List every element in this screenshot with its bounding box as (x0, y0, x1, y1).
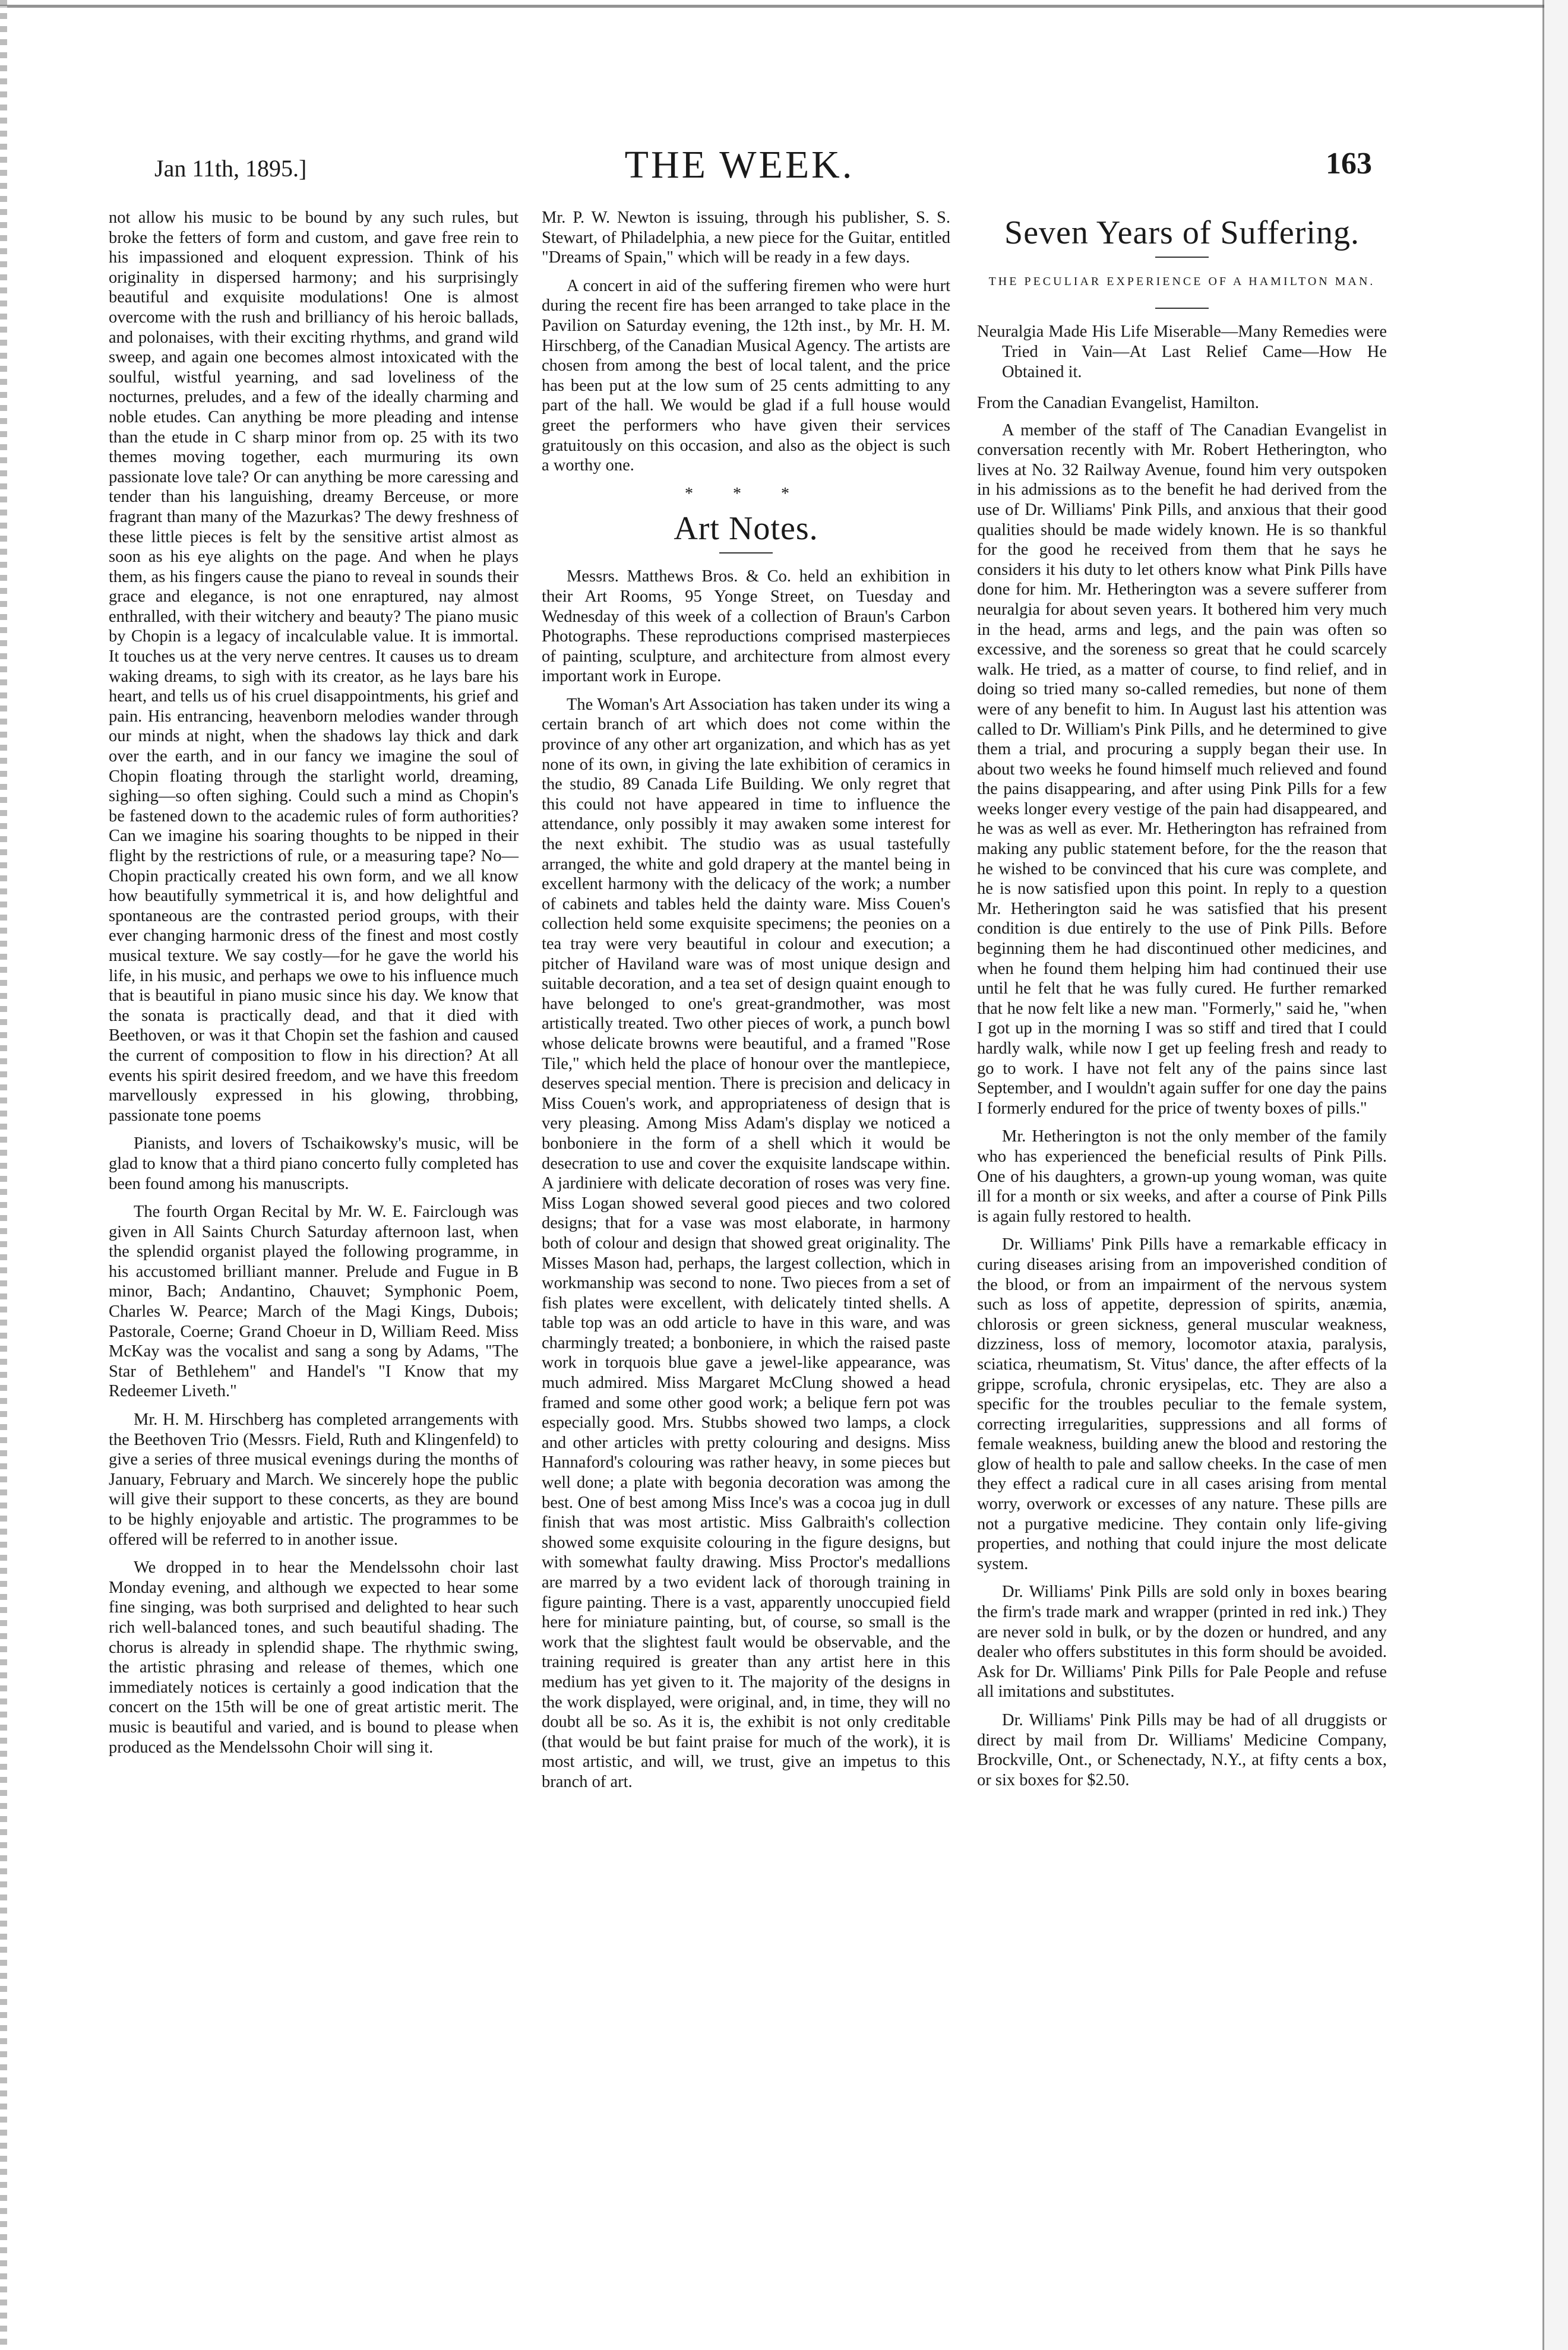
paragraph: The fourth Organ Recital by Mr. W. E. Fairclough was given in All Saints Church Saturday afternoon last, when the splendid organist played the following programme, in his accustomed brilliant manner. Prelude and Fugue in B minor, Bach; Andantino, Chauvet; Symphonic Poem, Charles W. Pearce; March of the Magi Kings, Dubois; Pastorale, Coerne; Grand Choeur in D, William Reed. Miss McKay was the vocalist and sang a song by Adams, "The Star of Bethlehem" and Handel's "I Know that my Redeemer Liveth." (109, 1203, 519, 1401)
publication-title: THE WEEK. (624, 143, 855, 186)
paragraph: A member of the staff of The Canadian Evangelist in conversation recently with Mr. Robert Hetherington, who lives at No. 32 Railway Avenue, found him very outspoken in his admissions as to the benefit he had derived from the use of Dr. Williams' Pink Pills, and anxious that their good qualities should be made widely known. He is so thankful for the good he received from them that he says he considers it his duty to let others know what Pink Pills have done for him. Mr. Hetherington was a severe sufferer from neuralgia for about seven years. It bothered him very much in the head, arms and legs, and the pain was often so excessive, and the soreness so great that he could scarcely walk. He tried, as a matter of course, to find relief, and in doing so tried many so-called remedies, but none of them were of any benefit to him. In August last his attention was called to Dr. William's Pink Pills, and he determined to give them a trial, and procuring a supply began their use. In about two weeks he found himself much relieved and found the pains disappearing, and after using Pink Pills for a few weeks longer every vestige of the pain had disappeared, and he was as well as ever. Mr. Hetherington has refrained from making any public statement before, for the the reason that he wished to be convinced that his cure was complete, and he is now satisfied upon this point. In reply to a question Mr. Hetherington said he was satisfied that his present condition is due entirely to the use of Pink Pills. Before beginning them he had discontinued other medicines, and when he found them helping him had continued their use until he felt that he was fully cured. He further remarked that he now felt like a new man. "Formerly," said he, "when I got up in the morning I was so stiff and tired that I could hardly walk, while now I get up feeling fresh and ready to go to work. I have not felt any of the pains since last September, and I wouldn't again suffer for one day the pains I formerly endured for the price of twenty boxes of pills." (977, 420, 1387, 1118)
paragraph: Dr. Williams' Pink Pills are sold only in boxes bearing the firm's trade mark and wrapper (printed in red ink.) They are never sold in bulk, or by the dozen or hundred, and any dealer who offers substitutes in this form should be avoided. Ask for Dr. Williams' Pink Pills for Pale People and refuse all imitations and substitutes. (977, 1583, 1387, 1701)
issue-date: Jan 11th, 1895.] (154, 155, 307, 182)
headline: Seven Years of Suffering. (1004, 214, 1360, 251)
subheadline: Neuralgia Made His Life Miserable—Many Remedies were Tried in Vain—At Last Relief Came—How He Obtained it. (977, 322, 1387, 381)
paragraph: not allow his music to be bound by any such rules, but broke the fetters of form and custom, and gave free rein to his impassioned and eloquent expression. Think of his originality in dispersed harmony; and his surprisingly beautiful and exquisite modulations! One is almost overcome with the rush and brilliancy of his heroic ballads, and polonaises, with their exciting rhythms, and grand wild sweep, and again one becomes almost intoxicated with the soulful, wistful yearning, and sad loveliness of the nocturnes, preludes, and a few of the ideally charming and noble etudes. Can anything be more pleading and intense than the etude in C sharp minor from op. 25 with its two themes moving together, each murmuring its own passionate love tale? Or can anything be more caressing and tender than his languishing, dreamy Berceuse, or more fragrant than many of the Mazurkas? The dewy freshness of these little pieces is felt by the sensitive artist almost as soon as his eye alights on the page. And when he plays them, as his fingers cause the piano to reveal in sounds their grace and elegance, is not one enraptured, nay almost enthralled, with their witchery and beauty? The piano music by Chopin is a legacy of incalculable value. It is immortal. It touches us at the very nerve centres. It causes us to dream waking dreams, to sigh with its creator, as he lays bare his heart, and tells us of his cruel disappointments, his grief and pain. His entrancing, heavenborn melodies wander through our minds at night, when the shadows lay thick and dark over the earth, and in our fancy we imagine the soul of Chopin floating through the starlight world, dreaming, sighing—so often sighing. Could such a mind as Chopin's be fastened down to the academic rules of form authorities? Can we imagine his soaring thoughts to be nipped in their flight by the restrictions of rule, or a measuring tape? No—Chopin practically created his own form, and we all know how beautifully symmetrical it is, and how delightful and spontaneous are the contrasted period groups, with their ever changing harmonic dress of the finest and most costly musical texture. We say costly—for he gave the world his life, in his music, and perhaps we owe to his influence much that is beautiful in piano music since his day. We know that the sonata is practically dead, and that it died with Beethoven, or was it that Chopin set the fashion and caused the current of composition to flow in his direction? At all events his spirit desired freedom, and we have this freedom marvellously expressed in his glowing, throbbing, passionate tone poems (109, 208, 519, 1125)
column-advertisement (977, 208, 1387, 1798)
headline-rule (1155, 257, 1209, 258)
title-rule (719, 552, 773, 554)
paragraph: Messrs. Matthews Bros. & Co. held an exhibition in their Art Rooms, 95 Yonge Street, on Tuesday and Wednesday of this week of a collection of Braun's Carbon Photographs. These reproductions comprised masterpieces of painting, sculpture, and architecture from almost every important work in Europe. (542, 567, 950, 686)
paragraph: Mr. H. M. Hirschberg has completed arrangements with the Beethoven Trio (Messrs. Field, Ruth and Klingenfeld) to give a series of three musical evenings during the months of January, February and March. We sincerely hope the public will give their support to these concerts, as they are bound to be highly enjoyable and artistic. The programmes to be offered will be referred to in another issue. (109, 1410, 519, 1549)
paragraph: We dropped in to hear the Mendelssohn choir last Monday evening, and although we expected to hear some fine singing, was both surprised and delighted to hear such rich well-balanced tones, and such beautiful shading. The chorus is already in splendid shape. The rhythmic swing, the artistic phrasing and release of themes, which one immediately notices is certainly a good indication that the concert on the 15th will be one of great artistic merit. The music is beautiful and varied, and is bound to please when produced as the Mendelssohn Choir will sing it. (109, 1558, 519, 1757)
section-title-art-notes: Art Notes. (674, 510, 818, 548)
column-music-notes (109, 208, 519, 1766)
paragraph: Pianists, and lovers of Tschaikowsky's music, will be glad to know that a third piano concerto fully completed has been found among his manuscripts. (109, 1134, 519, 1193)
source-line: From the Canadian Evangelist, Hamilton. (977, 394, 1259, 412)
paragraph: A concert in aid of the suffering firemen who were hurt during the recent fire has been arranged to take place in the Pavilion on Saturday evening, the 12th inst., by Mr. H. M. Hirschberg, of the Canadian Musical Agency. The artists are chosen from among the best of local talent, and the price has been put at the low sum of 25 cents admitting to any part of the hall. We would be glad if a full house would greet the performers who have given their services gratuitously on this occasion, and also as the object is such a worthy one. (542, 276, 950, 475)
section-divider-stars: * * * (685, 484, 807, 503)
binding-edge (0, 0, 7, 2350)
right-margin (1544, 0, 1568, 2350)
paragraph: Dr. Williams' Pink Pills have a remarkable efficacy in curing diseases arising from an impoverished condition of the blood, or from an impairment of the nervous system such as loss of appetite, depression of spirits, anæmia, chlorosis or green sickness, general muscular weakness, dizziness, loss of memory, locomotor ataxia, paralysis, sciatica, rheumatism, St. Vitus' dance, the after effects of la grippe, scrofula, chronic erysipelas, etc. They are also a specific for the troubles peculiar to the female system, correcting irregularities, suppressions and all forms of female weakness, building anew the blood and restoring the glow of health to pale and sallow cheeks. In the case of men they effect a radical cure in all cases arising from mental worry, overwork or excesses of any nature. These pills are not a purgative medicine. They contain only life-giving properties, and nothing that could injure the most delicate system. (977, 1235, 1387, 1573)
kicker: THE PECULIAR EXPERIENCE OF A HAMILTON MAN. (988, 275, 1376, 288)
paragraph: Mr. P. W. Newton is issuing, through his publisher, S. S. Stewart, of Philadelphia, a new piece for the Guitar, entitled "Dreams of Spain," which will be ready in a few days. (542, 208, 950, 267)
page-number: 163 (1326, 147, 1372, 181)
paragraph: The Woman's Art Association has taken under its wing a certain branch of art which does not come within the province of any other art organization, and which has as yet none of its own, in giving the late exhibition of ceramics in the studio, 89 Canada Life Building. We only regret that this could not have appeared in time to influence the attendance, only possibly it may awaken some interest for the next exhibit. The studio was as usual tastefully arranged, the white and gold drapery at the mantel being in excellent harmony with the delicacy of the work; a number of cabinets and tables held the dainty ware. Miss Couen's collection held some exquisite specimens; the peonies on a tea tray were very beautiful in colour and execution; a pitcher of Haviland ware was of most unique design and suitable decoration, and a tea set of design quaint enough to have belonged to one's great-grandmother, was most artistically treated. Two other pieces of work, a punch bowl whose delicate browns were beautiful, and a framed "Rose Tile," which held the place of honour over the mantlepiece, deserves special mention. There is precision and delicacy in Miss Couen's work, and appropriateness of design that is very pleasing. Among Miss Adam's display we noticed a bonboniere in the form of a shell which it would be desecration to use and cover the exquisite landscape within. A jardiniere with delicate decoration of roses was very fine. Miss Logan showed several good pieces and two colored designs; that for a vase was most elaborate, in harmony both of colour and design that showed great originality. The Misses Mason had, perhaps, the largest collection, which in workmanship was second to none. Two pieces from a set of fish plates were excellent, with delicately tinted shells. A table top was an odd article to have in this ware, and was charmingly treated; a bonboniere, in which the raised paste work in torquois blue gave a jewel-like appearance, was much admired. Miss Margaret McClung showed a head framed and some other good work; a belique fern pot was especially good. Mrs. Stubbs showed two lamps, a clock and other articles with pretty colouring and designs. Miss Hannaford's colouring was rather heavy, in some pieces but well done; a plate with begonia decoration was among the best. One of best among Miss Ince's was a cocoa jug in dull finish that was most artistic. Miss Galbraith's collection showed some exquisite colouring in the figure designs, but with somewhat faulty drawing. Miss Proctor's medallions are marred by a two evident lack of thorough training in figure painting. There is a vast, apparently unoccupied field here for miniature painting, but, of course, so small is the work that the slightest fault would be observable, and the training required is greater than any artist here in this medium has yet given to it. The majority of the designs in the work displayed, were original, and, in time, they will no doubt all be so. As it is, the exhibit is not only creditable (that would be but faint praise for much of the work), it is most artistic, and will, we trust, give an impetus to this branch of art. (542, 695, 950, 1791)
paragraph: Dr. Williams' Pink Pills may be had of all druggists or direct by mail from Dr. Williams' Medicine Company, Brockville, Ont., or Schenectady, N.Y., at fifty cents a box, or six boxes for $2.50. (977, 1711, 1387, 1789)
masthead (107, 143, 1372, 184)
column-art-notes (542, 208, 950, 1801)
paragraph: Mr. Hetherington is not the only member of the family who has experienced the beneficial results of Pink Pills. One of his daughters, a grown-up young woman, was quite ill for a month or six weeks, and after a course of Pink Pills is again fully restored to health. (977, 1127, 1387, 1226)
top-edge-rule (0, 5, 1568, 8)
kicker-rule (1155, 308, 1209, 309)
